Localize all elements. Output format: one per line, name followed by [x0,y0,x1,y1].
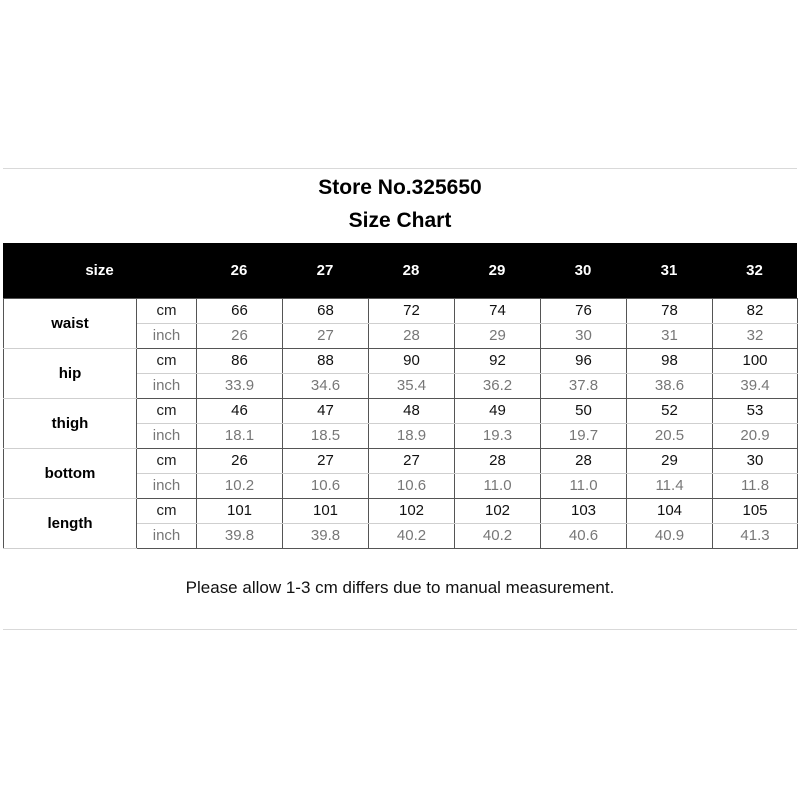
cell-value: 29 [455,324,541,349]
cell-value: 74 [455,299,541,324]
cell-value: 36.2 [455,374,541,399]
row-label-thigh: thigh [4,399,137,449]
unit-cm: cm [137,399,197,424]
cell-value: 30 [713,449,798,474]
unit-inch: inch [137,424,197,449]
cell-value: 86 [197,349,283,374]
unit-inch: inch [137,474,197,499]
cell-value: 11.0 [455,474,541,499]
unit-inch: inch [137,324,197,349]
cell-value: 90 [369,349,455,374]
cell-value: 37.8 [541,374,627,399]
cell-value: 34.6 [283,374,369,399]
cell-value: 40.6 [541,524,627,549]
cell-value: 27 [369,449,455,474]
measurement-note: Please allow 1-3 cm differs due to manual measurement. [185,578,615,597]
cell-value: 101 [283,499,369,524]
cell-value: 102 [369,499,455,524]
cell-value: 101 [197,499,283,524]
chart-title: Size Chart [348,209,452,232]
cell-value: 104 [627,499,713,524]
cell-value: 20.5 [627,424,713,449]
cell-value: 19.3 [455,424,541,449]
cell-value: 28 [369,324,455,349]
table-row [4,499,798,524]
cell-value: 53 [713,399,798,424]
table-row [4,449,798,474]
cell-value: 48 [369,399,455,424]
cell-value: 40.2 [369,524,455,549]
cell-value: 92 [455,349,541,374]
cell-value: 10.6 [283,474,369,499]
cell-value: 46 [197,399,283,424]
table-row [4,399,798,424]
row-label-waist: waist [4,299,137,349]
cell-value: 35.4 [369,374,455,399]
size-header-30: 30 [574,262,592,279]
cell-value: 11.4 [627,474,713,499]
cell-value: 100 [713,349,798,374]
size-header-32: 32 [746,262,763,279]
row-label-bottom: bottom [4,449,137,499]
cell-value: 40.9 [627,524,713,549]
cell-value: 78 [627,299,713,324]
size-header-29: 29 [488,262,506,279]
row-label-hip: hip [4,349,137,399]
cell-value: 27 [283,449,369,474]
cell-value: 32 [713,324,798,349]
cell-value: 33.9 [197,374,283,399]
cell-value: 50 [541,399,627,424]
unit-cm: cm [137,449,197,474]
cell-value: 72 [369,299,455,324]
cell-value: 31 [627,324,713,349]
cell-value: 49 [455,399,541,424]
cell-value: 52 [627,399,713,424]
size-header-label: size [85,262,114,279]
cell-value: 26 [197,449,283,474]
size-header-row [3,243,797,298]
cell-value: 18.5 [283,424,369,449]
cell-value: 28 [455,449,541,474]
cell-value: 105 [713,499,798,524]
size-header-31: 31 [660,262,678,279]
cell-value: 28 [541,449,627,474]
cell-value: 102 [455,499,541,524]
cell-value: 10.6 [369,474,455,499]
size-header-27: 27 [316,262,334,279]
cell-value: 66 [197,299,283,324]
store-title: Store No.325650 [318,176,482,199]
unit-cm: cm [137,299,197,324]
cell-value: 26 [197,324,283,349]
cell-value: 96 [541,349,627,374]
cell-value: 18.9 [369,424,455,449]
table-row [4,299,798,324]
cell-value: 76 [541,299,627,324]
unit-inch: inch [137,524,197,549]
cell-value: 41.3 [713,524,798,549]
cell-value: 11.8 [713,474,798,499]
size-header-26: 26 [230,262,248,279]
cell-value: 39.8 [197,524,283,549]
cell-value: 98 [627,349,713,374]
size-header-28: 28 [402,262,420,279]
cell-value: 39.8 [283,524,369,549]
cell-value: 68 [283,299,369,324]
cell-value: 47 [283,399,369,424]
cell-value: 27 [283,324,369,349]
cell-value: 38.6 [627,374,713,399]
unit-cm: cm [137,499,197,524]
cell-value: 82 [713,299,798,324]
cell-value: 11.0 [541,474,627,499]
cell-value: 39.4 [713,374,798,399]
cell-value: 19.7 [541,424,627,449]
cell-value: 40.2 [455,524,541,549]
unit-inch: inch [137,374,197,399]
unit-cm: cm [137,349,197,374]
cell-value: 20.9 [713,424,798,449]
cell-value: 18.1 [197,424,283,449]
cell-value: 103 [541,499,627,524]
measurement-table [3,298,798,549]
cell-value: 10.2 [197,474,283,499]
cell-value: 30 [541,324,627,349]
cell-value: 88 [283,349,369,374]
cell-value: 29 [627,449,713,474]
row-label-length: length [4,499,137,549]
table-row [4,349,798,374]
